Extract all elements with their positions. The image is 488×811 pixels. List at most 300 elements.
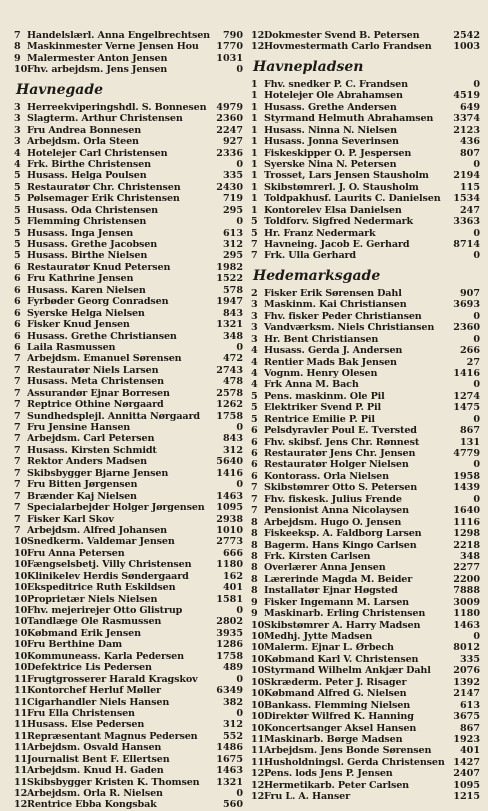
resident-name: Arbejdsm. Alfred Johansen bbox=[27, 524, 167, 536]
resident-name: Husass. Helga Poulsen bbox=[27, 170, 147, 182]
resident-name: Proprietær Niels Nielsen bbox=[27, 593, 158, 605]
directory-entry bbox=[251, 170, 480, 181]
directory-entry bbox=[14, 662, 243, 673]
directory-entry bbox=[251, 757, 480, 768]
house-number: 7 bbox=[14, 387, 21, 399]
entry-value: 927 bbox=[222, 136, 243, 148]
resident-name: Trosset, Lars Jensen Stausholm bbox=[264, 170, 429, 182]
directory-entry bbox=[14, 262, 243, 273]
directory-entry bbox=[251, 665, 480, 676]
resident-name: Journalist Bent F. Ellertsen bbox=[27, 753, 170, 765]
directory-entry bbox=[251, 540, 480, 551]
directory-entry bbox=[14, 182, 243, 193]
house-number: 6 bbox=[251, 425, 258, 437]
resident-name: Flemming Christensen bbox=[27, 216, 147, 228]
directory-entry bbox=[14, 525, 243, 536]
resident-name: Hotelejer Ole Abrahamsen bbox=[264, 90, 403, 102]
house-number: 4 bbox=[14, 147, 21, 159]
resident-name: Rektor Anders Madsen bbox=[27, 456, 147, 468]
entry-value: 348 bbox=[459, 550, 480, 562]
resident-name: Købmand Erik Jensen bbox=[27, 627, 141, 639]
resident-name: Frugtgrosserer Harald Kragskov bbox=[27, 673, 198, 685]
entry-value: 0 bbox=[236, 707, 243, 719]
resident-name: Husass. Else Pedersen bbox=[27, 719, 145, 731]
resident-name: Husass. Grethe Andersen bbox=[264, 101, 397, 113]
right-column bbox=[251, 30, 480, 803]
house-number: 7 bbox=[14, 467, 21, 479]
resident-name: Malerm. Ejnar L. Ørbech bbox=[264, 642, 394, 654]
directory-entry bbox=[251, 562, 480, 573]
entry-value: 0 bbox=[473, 413, 480, 425]
resident-name: Husass. Birthe Nielsen bbox=[27, 250, 148, 262]
house-number: 10 bbox=[251, 631, 265, 642]
resident-name: Hr. Franz Nedermark bbox=[264, 227, 376, 239]
resident-name: Fiskeskipper O. P. Jespersen bbox=[264, 147, 412, 159]
house-number: 6 bbox=[14, 261, 21, 273]
directory-entry bbox=[14, 491, 243, 502]
resident-name: Skibstømrer A. Harry Madsen bbox=[264, 619, 421, 631]
entry-value: 666 bbox=[222, 547, 243, 559]
entry-value: 247 bbox=[459, 204, 480, 216]
directory-entry bbox=[14, 777, 243, 788]
entry-value: 2360 bbox=[453, 322, 480, 334]
entry-value: 5640 bbox=[216, 456, 243, 468]
resident-name: Fru Ella Christensen bbox=[27, 707, 135, 719]
house-number: 10 bbox=[251, 711, 265, 723]
left-column bbox=[14, 30, 243, 811]
resident-name: Fisker Knud Jensen bbox=[27, 319, 130, 331]
entry-value: 613 bbox=[459, 699, 480, 711]
directory-entry bbox=[14, 433, 243, 444]
resident-name: Rentier Mads Bak Jensen bbox=[264, 356, 397, 368]
resident-name: Repræsentant Magnus Pedersen bbox=[27, 730, 198, 742]
house-number: 1 bbox=[251, 90, 258, 102]
directory-entry bbox=[14, 731, 243, 742]
resident-name: Syerske Helga Nielsen bbox=[27, 307, 145, 319]
directory-entry bbox=[251, 148, 480, 159]
house-number: 10 bbox=[14, 536, 28, 548]
directory-entry bbox=[251, 414, 480, 425]
entry-value: 0 bbox=[236, 422, 243, 433]
entry-value: 1758 bbox=[216, 650, 243, 662]
directory-entry bbox=[14, 411, 243, 422]
resident-name: Specialarbejder Holger Jørgensen bbox=[27, 502, 205, 514]
entry-value: 2277 bbox=[453, 562, 480, 574]
house-number: 10 bbox=[251, 665, 265, 677]
directory-entry bbox=[14, 788, 243, 799]
house-number: 5 bbox=[14, 193, 21, 205]
resident-name: Pens. maskinm. Ole Pil bbox=[264, 390, 385, 402]
resident-name: Assurandør Ejnar Borresen bbox=[27, 387, 170, 399]
entry-value: 1180 bbox=[453, 608, 480, 620]
house-number: 10 bbox=[14, 605, 28, 616]
entry-value: 552 bbox=[222, 730, 243, 742]
resident-name: Rentrice Ebba Kongsbak bbox=[27, 799, 157, 811]
resident-name: Fhv. mejerirejer Otto Glistrup bbox=[27, 605, 183, 616]
house-number: 1 bbox=[251, 124, 258, 136]
resident-name: Ekspeditrice Ruth Eskildsen bbox=[27, 582, 176, 594]
house-number: 7 bbox=[14, 422, 21, 433]
house-number: 5 bbox=[14, 181, 21, 193]
entry-value: 0 bbox=[236, 479, 243, 491]
resident-name: Direktør Wilfred K. Hanning bbox=[264, 711, 414, 723]
house-number: 10 bbox=[14, 559, 28, 571]
resident-name: Husass. Grethe Christiansen bbox=[27, 330, 177, 342]
entry-value: 1675 bbox=[216, 753, 243, 765]
house-number: 11 bbox=[251, 733, 265, 745]
directory-entry bbox=[14, 193, 243, 204]
directory-entry bbox=[251, 677, 480, 688]
street-title-havnepladsen: Havnepladsen bbox=[253, 58, 364, 75]
house-number: 4 bbox=[251, 379, 258, 391]
entry-value: 0 bbox=[473, 493, 480, 505]
entry-value: 295 bbox=[222, 204, 243, 216]
house-number: 8 bbox=[251, 573, 258, 585]
resident-name: Malermester Anton Jensen bbox=[27, 52, 168, 64]
directory-entry bbox=[251, 494, 480, 505]
entry-value: 1439 bbox=[453, 482, 480, 494]
resident-name: Husass. Meta Christensen bbox=[27, 376, 164, 388]
house-number: 7 bbox=[14, 479, 21, 491]
house-number: 11 bbox=[14, 730, 28, 742]
resident-name: Toldpakhusf. Laurits C. Danielsen bbox=[264, 193, 441, 205]
resident-name: Installatør Ejnar Høgsted bbox=[264, 585, 398, 597]
entry-value: 1958 bbox=[453, 470, 480, 482]
directory-entry bbox=[14, 285, 243, 296]
house-number: 11 bbox=[14, 673, 28, 685]
resident-name: Restauratør Jens Chr. Jensen bbox=[264, 448, 416, 459]
entry-value: 401 bbox=[222, 582, 243, 594]
directory-entry bbox=[14, 216, 243, 227]
house-number: 9 bbox=[14, 52, 21, 64]
entry-value: 4979 bbox=[216, 101, 243, 113]
directory-entry bbox=[251, 102, 480, 113]
entry-value: 0 bbox=[236, 64, 243, 76]
resident-name: Husass. Karen Nielsen bbox=[27, 284, 146, 296]
directory-entry bbox=[251, 780, 480, 791]
resident-name: Syerske Nina N. Petersen bbox=[264, 158, 397, 170]
entry-value: 0 bbox=[473, 459, 480, 471]
resident-name: Maskinmester Verne Jensen Hou bbox=[27, 41, 199, 53]
directory-entry bbox=[14, 468, 243, 479]
resident-name: Fru L. A. Hanser bbox=[264, 791, 350, 803]
directory-entry bbox=[14, 148, 243, 159]
resident-name: Defektrice Lis Pedersen bbox=[27, 662, 152, 674]
house-number: 6 bbox=[14, 341, 21, 353]
directory-entry bbox=[14, 502, 243, 513]
directory-entry bbox=[251, 642, 480, 653]
directory-entry bbox=[251, 322, 480, 333]
resident-name: Havneing. Jacob E. Gerhard bbox=[264, 239, 410, 250]
house-number: 11 bbox=[14, 696, 28, 708]
resident-name: Bankass. Flemming Nielsen bbox=[264, 699, 411, 711]
house-number: 7 bbox=[14, 433, 21, 445]
house-number: 1 bbox=[251, 78, 258, 90]
resident-name: Fru Anna Petersen bbox=[27, 547, 125, 559]
house-number: 10 bbox=[251, 688, 265, 700]
directory-entry bbox=[14, 250, 243, 261]
entry-value: 162 bbox=[222, 570, 243, 582]
entry-value: 3675 bbox=[453, 711, 480, 723]
resident-name: Tandlæge Ole Rasmussen bbox=[27, 616, 162, 628]
directory-entry bbox=[251, 379, 480, 390]
entry-value: 613 bbox=[222, 227, 243, 239]
house-number: 6 bbox=[14, 296, 21, 308]
house-number: 3 bbox=[14, 124, 21, 136]
resident-name: Elektriker Svend P. Pil bbox=[264, 402, 381, 414]
resident-name: Styrmand Wilhelm Ankjær Dahl bbox=[264, 665, 431, 677]
house-number: 7 bbox=[14, 399, 21, 411]
directory-entry bbox=[251, 723, 480, 734]
resident-name: Styrmand Helmuth Abrahamsen bbox=[264, 113, 434, 125]
havnepladsen-entries bbox=[251, 79, 480, 262]
house-number: 7 bbox=[251, 239, 258, 250]
house-number: 6 bbox=[14, 319, 21, 331]
entry-value: 489 bbox=[222, 662, 243, 674]
house-number: 10 bbox=[251, 676, 265, 688]
resident-name: Husass. Grethe Jacobsen bbox=[27, 239, 158, 250]
entry-value: 1581 bbox=[216, 593, 243, 605]
hedemarksgade-entries bbox=[251, 288, 480, 803]
entry-value: 2542 bbox=[453, 30, 480, 41]
entry-value: 436 bbox=[459, 136, 480, 148]
house-number: 5 bbox=[251, 227, 258, 239]
house-number: 10 bbox=[14, 570, 28, 582]
directory-entry bbox=[14, 639, 243, 650]
entry-value: 1947 bbox=[216, 296, 243, 308]
resident-name: Cigarhandler Niels Hansen bbox=[27, 696, 170, 708]
directory-entry bbox=[251, 41, 480, 52]
directory-entry bbox=[14, 651, 243, 662]
entry-value: 843 bbox=[222, 307, 243, 319]
entry-value: 0 bbox=[473, 250, 480, 262]
house-number: 11 bbox=[251, 756, 265, 768]
directory-entry bbox=[251, 334, 480, 345]
resident-name: Kontorelev Elsa Danielsen bbox=[264, 204, 402, 216]
entry-value: 2578 bbox=[216, 387, 243, 399]
resident-name: Skibstømrerl. J. O. Stausholm bbox=[264, 181, 419, 193]
entry-value: 807 bbox=[459, 147, 480, 159]
house-number: 5 bbox=[14, 204, 21, 216]
directory-entry bbox=[14, 353, 243, 364]
house-number: 10 bbox=[251, 653, 265, 665]
street-title-hedemarksgade: Hedemarksgade bbox=[253, 267, 381, 284]
resident-name: Sundhedsplejl. Annitta Nørgaard bbox=[27, 410, 200, 422]
directory-entry bbox=[14, 296, 243, 307]
resident-name: Restauratør Holger Nielsen bbox=[264, 459, 409, 471]
resident-name: Handelslærl. Anna Engelbrechtsen bbox=[27, 30, 210, 41]
resident-name: Fru Kathrine Jensen bbox=[27, 273, 134, 285]
house-number: 6 bbox=[14, 284, 21, 296]
entry-value: 1475 bbox=[453, 402, 480, 414]
entry-value: 312 bbox=[222, 444, 243, 456]
resident-name: Arbejdsm. Orla R. Nielsen bbox=[27, 788, 163, 799]
entry-value: 560 bbox=[222, 799, 243, 811]
house-number: 5 bbox=[14, 239, 21, 250]
resident-name: Skibsbygger Kristen K. Thomsen bbox=[27, 776, 200, 788]
directory-entry bbox=[14, 331, 243, 342]
resident-name: Slagterm. Arthur Christensen bbox=[27, 113, 183, 125]
house-number: 5 bbox=[251, 402, 258, 414]
resident-name: Købmand Karl V. Christensen bbox=[264, 653, 419, 665]
house-number: 11 bbox=[14, 765, 28, 777]
house-number: 11 bbox=[14, 685, 28, 697]
house-number: 7 bbox=[14, 490, 21, 502]
entry-value: 1522 bbox=[216, 273, 243, 285]
entry-value: 3363 bbox=[453, 216, 480, 228]
resident-name: Hovmestermath Carlo Frandsen bbox=[264, 41, 432, 53]
house-number: 1 bbox=[251, 181, 258, 193]
directory-entry bbox=[14, 456, 243, 467]
resident-name: Fru Bitten Jørgensen bbox=[27, 479, 138, 491]
resident-name: Arbejdsm. Osvald Hansen bbox=[27, 742, 162, 754]
entry-value: 335 bbox=[222, 170, 243, 182]
entry-value: 2802 bbox=[216, 616, 243, 628]
directory-entry bbox=[251, 90, 480, 101]
right-top-entries bbox=[251, 30, 480, 53]
directory-entry bbox=[251, 791, 480, 802]
house-number: 3 bbox=[251, 299, 258, 311]
entry-value: 2076 bbox=[453, 665, 480, 677]
entry-value: 3693 bbox=[453, 299, 480, 311]
resident-name: Husass. Ninna N. Nielsen bbox=[264, 124, 397, 136]
house-number: 8 bbox=[251, 550, 258, 562]
directory-entry bbox=[14, 514, 243, 525]
entry-value: 382 bbox=[222, 696, 243, 708]
house-number: 5 bbox=[251, 216, 258, 228]
directory-entry bbox=[251, 654, 480, 665]
directory-entry bbox=[14, 228, 243, 239]
directory-entry bbox=[14, 159, 243, 170]
directory-entry bbox=[251, 505, 480, 516]
resident-name: Restauratør Niels Larsen bbox=[27, 364, 159, 376]
entry-value: 8714 bbox=[453, 239, 480, 250]
house-number: 11 bbox=[14, 753, 28, 765]
resident-name: Fisker Karl Skov bbox=[27, 513, 114, 525]
entry-value: 348 bbox=[222, 330, 243, 342]
entry-value: 578 bbox=[222, 284, 243, 296]
entry-value: 0 bbox=[473, 333, 480, 345]
entry-value: 649 bbox=[459, 101, 480, 113]
resident-name: Husholdningsl. Gerda Christensen bbox=[264, 756, 445, 768]
house-number: 10 bbox=[14, 582, 28, 594]
entry-value: 0 bbox=[236, 216, 243, 228]
entry-value: 0 bbox=[473, 158, 480, 170]
resident-name: Pelsdyravler Poul E. Tversted bbox=[264, 425, 417, 437]
resident-name: Husass. Oda Christensen bbox=[27, 204, 159, 216]
directory-entry bbox=[14, 64, 243, 75]
directory-entry bbox=[251, 345, 480, 356]
house-number: 7 bbox=[14, 364, 21, 376]
house-number: 12 bbox=[251, 791, 265, 803]
directory-entry bbox=[251, 239, 480, 250]
resident-name: Maskinarb. Erling Christensen bbox=[264, 608, 426, 620]
house-number: 1 bbox=[251, 158, 258, 170]
left-top-entries bbox=[14, 30, 243, 76]
directory-entry bbox=[14, 616, 243, 627]
entry-value: 1416 bbox=[453, 367, 480, 379]
entry-value: 1116 bbox=[453, 516, 480, 528]
entry-value: 131 bbox=[459, 436, 480, 448]
directory-entry bbox=[251, 357, 480, 368]
directory-entry bbox=[251, 768, 480, 779]
directory-entry bbox=[251, 368, 480, 379]
directory-entry bbox=[14, 365, 243, 376]
entry-value: 115 bbox=[459, 181, 480, 193]
resident-name: Vognm. Henry Olesen bbox=[264, 367, 378, 379]
resident-name: Skræderm. Peter J. Risager bbox=[264, 676, 407, 688]
directory-entry bbox=[14, 708, 243, 719]
directory-entry bbox=[14, 41, 243, 52]
entry-value: 2938 bbox=[216, 513, 243, 525]
directory-entry bbox=[14, 719, 243, 730]
directory-entry bbox=[14, 102, 243, 113]
entry-value: 0 bbox=[236, 673, 243, 685]
entry-value: 0 bbox=[236, 605, 243, 616]
directory-entry bbox=[251, 391, 480, 402]
directory-entry bbox=[14, 536, 243, 547]
house-number: 11 bbox=[14, 719, 28, 731]
resident-name: Fyrbøder Georg Conradsen bbox=[27, 296, 169, 308]
resident-name: Købmand Alfred G. Nielsen bbox=[264, 688, 407, 700]
directory-entry bbox=[251, 125, 480, 136]
directory-entry bbox=[251, 528, 480, 539]
directory-entry bbox=[251, 688, 480, 699]
directory-entry bbox=[14, 559, 243, 570]
entry-value: 3009 bbox=[453, 596, 480, 608]
directory-entry bbox=[14, 342, 243, 353]
entry-value: 2194 bbox=[453, 170, 480, 182]
directory-entry bbox=[14, 30, 243, 41]
resident-name: Restauratør Knud Petersen bbox=[27, 261, 171, 273]
entry-value: 1286 bbox=[216, 639, 243, 651]
resident-name: Fisker Erik Sørensen Dahl bbox=[264, 287, 402, 299]
directory-entry bbox=[251, 216, 480, 227]
resident-name: Arbejdsm. Hugo O. Jensen bbox=[264, 516, 402, 528]
entry-value: 472 bbox=[222, 353, 243, 365]
house-number: 10 bbox=[14, 593, 28, 605]
house-number: 5 bbox=[14, 170, 21, 182]
house-number: 11 bbox=[251, 745, 265, 757]
resident-name: Skibsbygger Bjarne Jensen bbox=[27, 467, 169, 479]
entry-value: 1486 bbox=[216, 742, 243, 754]
house-number: 1 bbox=[251, 147, 258, 159]
house-number: 10 bbox=[251, 642, 265, 654]
entry-value: 27 bbox=[466, 356, 480, 368]
resident-name: Fru Berthine Dam bbox=[27, 639, 123, 651]
entry-value: 4519 bbox=[453, 90, 480, 102]
entry-value: 312 bbox=[222, 239, 243, 250]
resident-name: Kontorchef Herluf Møller bbox=[27, 685, 161, 697]
house-number: 8 bbox=[251, 528, 258, 540]
directory-entry bbox=[14, 136, 243, 147]
house-number: 12 bbox=[14, 799, 28, 811]
resident-name: Restauratør Chr. Christensen bbox=[27, 181, 181, 193]
house-number: 9 bbox=[251, 596, 258, 608]
house-number: 3 bbox=[14, 136, 21, 148]
directory-entry bbox=[14, 628, 243, 639]
house-number: 4 bbox=[14, 158, 21, 170]
entry-value: 843 bbox=[222, 433, 243, 445]
house-number: 10 bbox=[14, 64, 28, 76]
resident-name: Hotelejer Carl Christensen bbox=[27, 147, 168, 159]
entry-value: 1321 bbox=[216, 319, 243, 331]
directory-entry bbox=[14, 376, 243, 387]
entry-value: 1010 bbox=[216, 524, 243, 536]
entry-value: 867 bbox=[459, 425, 480, 437]
house-number: 5 bbox=[14, 227, 21, 239]
directory-entry bbox=[251, 402, 480, 413]
